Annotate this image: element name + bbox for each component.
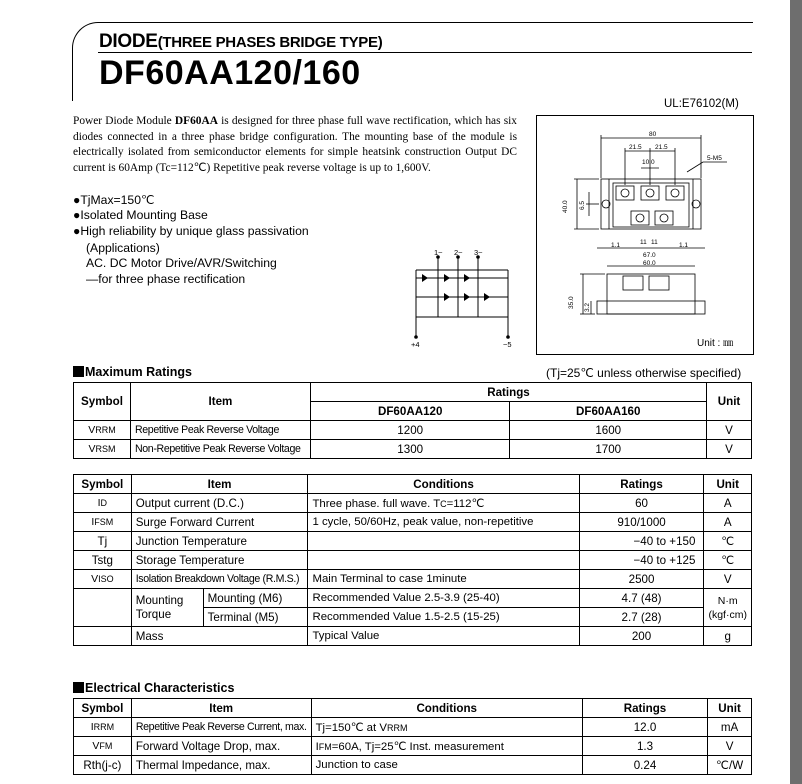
symbol-cell: Tstg — [74, 551, 132, 570]
rating-cell: 1700 — [510, 440, 707, 459]
section-square-icon — [73, 682, 84, 693]
header-ratings: Ratings — [582, 699, 707, 718]
table-row — [74, 421, 752, 440]
circuit-diagram — [400, 245, 530, 350]
header-model-160: DF60AA160 — [510, 402, 707, 421]
part-number-title: DF60AA120/160 — [99, 54, 361, 92]
dim-label: 60.0 — [643, 260, 656, 267]
applications — [86, 241, 277, 287]
condition-cell: Typical Value — [308, 627, 579, 646]
symbol-cell — [74, 627, 132, 646]
table-row — [74, 737, 752, 756]
header-unit: Unit — [707, 383, 752, 421]
item-cell: Forward Voltage Drop, max. — [131, 737, 311, 756]
rating-cell: 1600 — [510, 421, 707, 440]
table-row — [74, 551, 752, 570]
electrical-title: Electrical Characteristics — [73, 681, 234, 695]
unit-cell: ℃ — [704, 551, 752, 570]
ul-listing: UL:E76102(M) — [664, 98, 739, 110]
item-cell: Repetitive Peak Reverse Voltage — [130, 421, 310, 440]
terminal-label: +4 — [411, 340, 420, 349]
item-cell: Surge Forward Current — [131, 513, 308, 532]
header-unit: Unit — [704, 475, 752, 494]
dim-label: 11 — [651, 239, 658, 246]
symbol-cell: VISO — [74, 570, 132, 589]
outline-drawing-svg — [537, 116, 753, 354]
dim-label: 35.0 — [568, 296, 575, 309]
header-conditions: Conditions — [308, 475, 579, 494]
symbol-cell: IRRM — [74, 718, 132, 737]
rating-cell: −40 to +150 — [579, 532, 704, 551]
rating-cell: 1200 — [310, 421, 510, 440]
dim-label: 3.2 — [584, 302, 591, 312]
max-ratings-table — [73, 382, 752, 459]
dim-label: 1.1 — [679, 242, 689, 249]
unit-cell: V — [707, 421, 752, 440]
drawing-unit: Unit : ㎜ — [697, 338, 734, 349]
condition-cell: Three phase. full wave. TC=112℃ — [308, 494, 579, 513]
header-ratings: Ratings — [579, 475, 704, 494]
rating-cell: 2500 — [579, 570, 704, 589]
condition-cell — [308, 551, 579, 570]
table-row — [74, 627, 752, 646]
condition-cell: Tj=150℃ at VRRM — [311, 718, 582, 737]
terminal-label: 1~ — [434, 248, 443, 257]
feature-item: ●Isolated Mounting Base — [73, 208, 208, 223]
dim-label: 67.0 — [643, 252, 656, 259]
max-ratings-condition: (Tj=25℃ unless otherwise specified) — [546, 366, 742, 380]
unit-cell: A — [704, 494, 752, 513]
unit-cell: V — [704, 570, 752, 589]
rating-cell: 1.3 — [582, 737, 707, 756]
table-row — [74, 756, 752, 775]
sub-item-cell: Terminal (M5) — [203, 608, 308, 627]
header-ratings: Ratings — [310, 383, 706, 402]
symbol-cell: VFM — [74, 737, 132, 756]
applications-heading: (Applications) — [86, 241, 160, 255]
ratings-conditions-table — [73, 474, 752, 646]
electrical-table — [73, 698, 752, 775]
item-cell: Junction Temperature — [131, 532, 308, 551]
header-item: Item — [131, 475, 308, 494]
unit-cell: A — [704, 513, 752, 532]
condition-cell: 1 cycle, 50/60Hz, peak value, non-repetitive — [308, 513, 579, 532]
header-item: Item — [130, 383, 310, 421]
dim-label: 21.5 — [629, 144, 642, 151]
table-row — [74, 440, 752, 459]
unit-cell: V — [708, 737, 752, 756]
item-cell: Isolation Breakdown Voltage (R.M.S.) — [131, 570, 308, 589]
unit-cell: ℃ — [704, 532, 752, 551]
rating-cell: 1300 — [310, 440, 510, 459]
item-cell: Non-Repetitive Peak Reverse Voltage — [130, 440, 310, 459]
symbol-cell — [74, 589, 132, 627]
unit-cell: mA — [708, 718, 752, 737]
dim-label: 21.5 — [655, 144, 668, 151]
application-line: AC. DC Motor Drive/AVR/Switching — [86, 256, 277, 271]
unit-cell: V — [707, 440, 752, 459]
table-row — [74, 532, 752, 551]
symbol-cell: Rth(j-c) — [74, 756, 132, 775]
header-symbol: Symbol — [74, 383, 131, 421]
category-subtitle: (THREE PHASES BRIDGE TYPE) — [157, 34, 383, 51]
condition-cell: IFM=60A, Tj=25℃ Inst. measurement — [311, 737, 582, 756]
condition-cell: Recommended Value 2.5-3.9 (25-40) — [308, 589, 579, 608]
feature-list — [73, 193, 309, 239]
sub-item-cell: Mounting (M6) — [203, 589, 308, 608]
unit-cell: N·m (kgf·cm) — [704, 589, 752, 627]
dim-label: 5-M5 — [707, 155, 722, 162]
condition-cell: Recommended Value 1.5-2.5 (15-25) — [308, 608, 579, 627]
intro-model: DF60AA — [174, 115, 218, 127]
item-cell: Mounting Torque — [131, 589, 203, 627]
symbol-cell: VRSM — [74, 440, 131, 459]
header-model-120: DF60AA120 — [310, 402, 510, 421]
table-row — [74, 513, 752, 532]
dim-label: 11 — [640, 239, 647, 246]
table-row — [74, 494, 752, 513]
dim-label: 80 — [649, 131, 657, 138]
feature-item: ●TjMax=150℃ — [73, 193, 155, 207]
dim-label: 10.0 — [642, 159, 655, 166]
item-cell: Mass — [131, 627, 308, 646]
intro-paragraph: Power Diode Module DF60AA is designed for three phase full wave rectification, which has six diodes connected in a three phase bridge configuration. The mounting base of the module is electrically isolated from semiconductor elements for simple heatsink construction Output DC current is 60Amp (Tc=112℃) Repetitive peak reverse voltage is up to 1,600V. — [73, 115, 518, 174]
symbol-cell: ID — [74, 494, 132, 513]
symbol-cell: VRRM — [74, 421, 131, 440]
header-unit: Unit — [708, 699, 752, 718]
table-row — [74, 570, 752, 589]
table-row — [74, 718, 752, 737]
symbol-cell: IFSM — [74, 513, 132, 532]
rating-cell: 12.0 — [582, 718, 707, 737]
item-cell: Storage Temperature — [131, 551, 308, 570]
section-square-icon — [73, 366, 84, 377]
item-cell: Repetitive Peak Reverse Current, max. — [131, 718, 311, 737]
dim-label: 1.1 — [611, 242, 621, 249]
feature-item: ●High reliability by unique glass passivation — [73, 223, 309, 238]
header-item: Item — [131, 699, 311, 718]
item-cell: Output current (D.C.) — [131, 494, 308, 513]
terminal-label: 3~ — [474, 248, 483, 257]
rating-cell: 60 — [579, 494, 704, 513]
rating-cell: −40 to +125 — [579, 551, 704, 570]
condition-cell: Main Terminal to case 1minute — [308, 570, 579, 589]
header-symbol: Symbol — [74, 699, 132, 718]
terminal-label: 2~ — [454, 248, 463, 257]
dim-label: 6.5 — [579, 200, 586, 210]
table-row — [74, 589, 752, 608]
rating-cell: 2.7 (28) — [579, 608, 704, 627]
terminal-label: −5 — [503, 340, 512, 349]
condition-cell: Junction to case — [311, 756, 582, 775]
rating-cell: 4.7 (48) — [579, 589, 704, 608]
max-ratings-title: Maximum Ratings — [73, 365, 192, 379]
outline-drawing — [536, 115, 754, 355]
application-line: —for three phase rectification — [86, 271, 246, 286]
header-conditions: Conditions — [311, 699, 582, 718]
dim-label: 40.0 — [562, 200, 569, 213]
header-symbol: Symbol — [74, 475, 132, 494]
unit-cell: g — [704, 627, 752, 646]
rating-cell: 200 — [579, 627, 704, 646]
item-cell: Thermal Impedance, max. — [131, 756, 311, 775]
condition-cell — [308, 532, 579, 551]
unit-cell: ℃/W — [708, 756, 752, 775]
rating-cell: 910/1000 — [579, 513, 704, 532]
rating-cell: 0.24 — [582, 756, 707, 775]
category-title: DIODE(THREE PHASES BRIDGE TYPE) — [99, 31, 383, 52]
symbol-cell: Tj — [74, 532, 132, 551]
